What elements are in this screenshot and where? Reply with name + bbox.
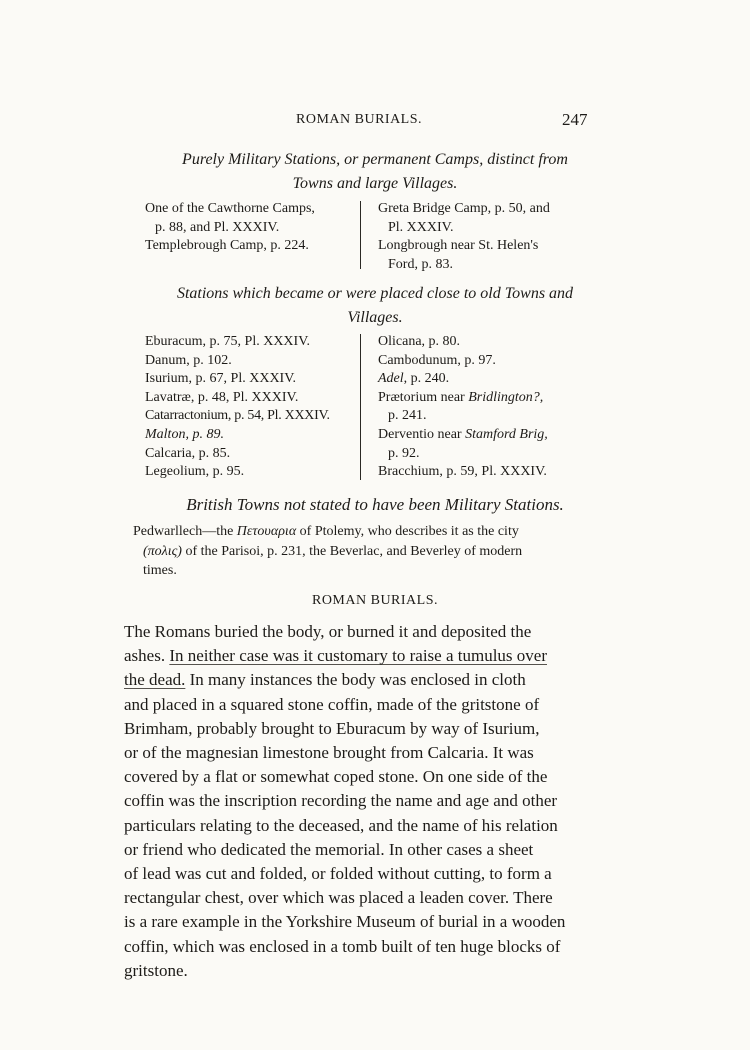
text-line: of lead was cut and folded, or folded without cutting, to form a — [124, 864, 552, 884]
list-item: p. 241. — [388, 408, 427, 424]
list-item: Longbrough near St. Helen's — [378, 238, 539, 254]
list-item — [378, 426, 548, 445]
note-line: times. — [143, 563, 177, 578]
underlined-text: the dead. — [124, 670, 186, 690]
list-item: Danum, p. 102. — [145, 352, 232, 368]
british-towns-note — [133, 522, 603, 581]
page-number: 247 — [562, 110, 588, 129]
place-name: Prætorium near — [378, 389, 469, 405]
text-line: and placed in a squared stone coffin, made of the gritstone of — [124, 694, 540, 714]
list-item — [378, 389, 548, 408]
list-item: Isurium, p. 67, Pl. XXXIV. — [145, 371, 297, 387]
list-item: Olicana, p. 80. — [378, 334, 461, 349]
page-reference: , p. 240. — [403, 371, 450, 387]
text-line: Brimham, probably brought to Eburacum by way of Isurium, — [124, 718, 540, 738]
text-fragment: ashes. — [124, 646, 170, 666]
text-line: or of the magnesian limestone brought from Calcaria. It was — [124, 743, 534, 763]
text-line: The Romans buried the body, or burned it and deposited the — [124, 622, 532, 641]
note-text: of the Parisoi, p. 231, the Beverlac, and Beverley of modern — [181, 543, 523, 559]
greek-term: Πετουαρια — [236, 524, 297, 539]
list-item: p. 88, and Pl. XXXIV. — [155, 219, 280, 235]
text-line: coffin, which was enclosed in a tomb built of ten huge blocks of — [124, 936, 561, 956]
list-item: Catarractonium, p. 54, Pl. XXXIV. — [145, 408, 330, 424]
stations-right-column — [378, 333, 548, 482]
note-text: of Ptolemy, who describes it as the city — [296, 524, 519, 539]
column-divider — [360, 334, 361, 480]
text-line: or friend who dedicated the memorial. In other cases a sheet — [124, 839, 534, 859]
note-line — [133, 542, 603, 562]
place-name: Derventio near — [378, 426, 466, 442]
stations-left-column — [145, 333, 330, 482]
body-paragraph — [124, 620, 604, 983]
list-item: Ford, p. 83. — [388, 256, 453, 272]
heading-line: British Towns not stated to have been Military Stations. — [186, 495, 564, 514]
text-line: covered by a flat or somewhat coped stone. On one side of the — [124, 767, 548, 787]
military-stations-right-column — [378, 200, 550, 274]
text-line: particulars relating to the deceased, and the name of his relation — [124, 815, 558, 835]
place-name: Stamford Brig, — [465, 426, 548, 442]
list-item: Lavatræ, p. 48, Pl. XXXIV. — [145, 389, 299, 405]
section-heading-military-stations — [140, 148, 610, 196]
text-line: rectangular chest, over which was placed a leaden cover. There — [124, 888, 553, 908]
list-item: Templebrough Camp, p. 224. — [145, 238, 309, 254]
heading-line: Purely Military Stations, or permanent Camps, distinct from — [182, 151, 568, 168]
heading-line: Villages. — [347, 309, 403, 326]
text-line: is a rare example in the Yorkshire Museum of burial in a wooden — [124, 912, 566, 932]
list-item — [378, 370, 548, 389]
text-line — [124, 668, 604, 692]
running-title: ROMAN BURIALS. — [296, 112, 423, 127]
list-item: Pl. XXXIV. — [388, 219, 454, 235]
heading-line: Towns and large Villages. — [292, 175, 458, 192]
column-divider — [360, 201, 361, 269]
greek-term: (πολις) — [143, 543, 182, 559]
text-line: gritstone. — [124, 960, 188, 980]
section-heading-roman-burials: ROMAN BURIALS. — [311, 593, 438, 608]
list-item: Eburacum, p. 75, Pl. XXXIV. — [145, 334, 311, 349]
place-name: Bridlington?, — [468, 389, 544, 405]
heading-line: Stations which became or were placed close to old Towns and — [176, 285, 574, 302]
list-item: Legeolium, p. 95. — [145, 464, 245, 480]
list-item: Malton, p. 89. — [145, 426, 224, 442]
military-stations-left-column — [145, 200, 315, 256]
text-fragment: In many instances the body was enclosed in cloth — [185, 670, 526, 690]
underlined-text: In neither case was it customary to raise a tumulus over — [169, 646, 547, 666]
list-item: Cambodunum, p. 97. — [378, 352, 496, 368]
section-heading-british-towns — [130, 493, 620, 517]
place-name: Adel — [378, 371, 404, 387]
text-line — [124, 644, 604, 668]
note-text: Pedwarllech—the — [133, 524, 237, 539]
section-heading-stations-near-towns — [140, 282, 610, 330]
list-item: One of the Cawthorne Camps, — [145, 201, 315, 216]
list-item: Calcaria, p. 85. — [145, 445, 231, 461]
list-item: Bracchium, p. 59, Pl. XXXIV. — [378, 464, 547, 480]
text-line: coffin was the inscription recording the name and age and other — [124, 791, 558, 811]
running-head — [0, 112, 750, 134]
list-item: p. 92. — [388, 445, 420, 461]
list-item: Greta Bridge Camp, p. 50, and — [378, 201, 550, 216]
